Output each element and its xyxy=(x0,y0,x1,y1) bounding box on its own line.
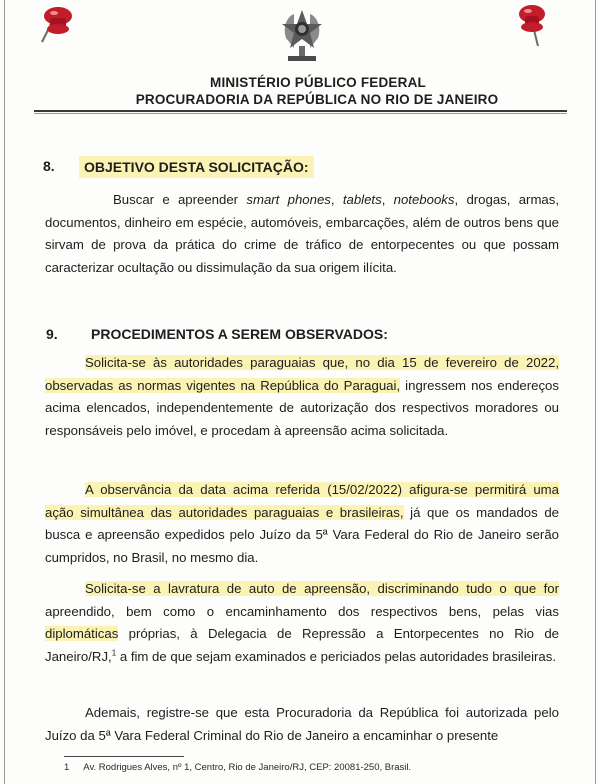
header-institution: MINISTÉRIO PÚBLICO FEDERAL xyxy=(210,75,426,90)
section-9-paragraph-2 xyxy=(45,479,559,569)
section-8-title: OBJETIVO DESTA SOLICITAÇÃO: xyxy=(79,156,314,178)
text-run-italic: notebooks xyxy=(393,192,455,207)
highlighted-text: Solicita-se às autoridades paraguaias que, no dia 15 de fevereiro de 2022, observadas as normas vigentes na República do Paraguai, xyxy=(45,355,559,393)
text-run: , drogas, armas, documentos, dinheiro em espécie, automóveis, embarcações, além de outros bens que sirvam de prova da prática do crime de tráfico de entorpecentes ou que possam caracterizar ocultação ou dissimulação da sua origem ilícita. xyxy=(45,192,560,275)
text-run: , xyxy=(330,192,343,207)
header-divider-shadow xyxy=(34,113,567,114)
section-9-number: 9. xyxy=(46,326,58,342)
section-9-paragraph-4 xyxy=(45,702,559,747)
section-9-title: PROCEDIMENTOS A SEREM OBSERVADOS: xyxy=(91,326,388,342)
section-9-paragraph-1 xyxy=(45,352,559,442)
footnote-divider xyxy=(64,756,184,757)
text-run: apreendido, bem como o encaminhamento dos respectivos bens, pelas vias xyxy=(45,603,559,619)
page-edge-left xyxy=(4,0,5,784)
push-pin-left-icon xyxy=(30,2,82,50)
footnote-number: 1 xyxy=(64,762,70,773)
section-8-paragraph xyxy=(45,189,559,279)
text-run-italic: tablets xyxy=(342,192,382,207)
header-divider xyxy=(34,110,567,112)
highlighted-text: A observância da data acima referida (15/02/2022) afigura-se permitirá uma ação simultânea das autoridades paraguaias e brasileiras, xyxy=(45,482,559,520)
push-pin-right-icon xyxy=(508,2,560,50)
text-run: próprias, à Delegacia de Repressão a Entorpecentes no Rio de Janeiro/RJ, xyxy=(45,626,559,664)
header-office: PROCURADORIA DA REPÚBLICA NO RIO DE JANEIRO xyxy=(135,92,499,107)
text-run: a fim de que sejam examinados e periciados pelas autoridades brasileiras. xyxy=(116,648,556,664)
text-run: , xyxy=(381,192,394,207)
section-8-number: 8. xyxy=(43,158,55,174)
highlighted-text: Solicita-se a lavratura de auto de apreensão, discriminando tudo o que for xyxy=(85,581,559,596)
footnote xyxy=(64,762,411,773)
coat-of-arms-icon xyxy=(280,8,324,66)
text-run: Buscar e apreender xyxy=(113,192,247,207)
text-run-italic: smart phones xyxy=(246,192,331,207)
section-9-paragraph-3 xyxy=(45,578,559,668)
text-run: Ademais, registre-se que esta Procuradoria da República foi autorizada pelo Juízo da 5ª Vara Federal Criminal do Rio de Janeiro a encaminhar o presente xyxy=(45,705,559,743)
footnote-reference: 1 xyxy=(111,648,117,658)
text-run: ingressem nos endereços acima elencados, independentemente de autorização dos respectivos moradores ou responsáveis pelo imóvel, e procedam à apreensão acima solicitada. xyxy=(45,377,559,438)
text-run: já que os mandados de busca e apreensão expedidos pelo Juízo da 5ª Vara Federal do Rio de Janeiro serão cumpridos, no Brasil, no mesmo dia. xyxy=(45,504,559,565)
page-edge-right xyxy=(595,0,596,784)
footnote-text: Av. Rodrigues Alves, nº 1, Centro, Rio de Janeiro/RJ, CEP: 20081-250, Brasil. xyxy=(83,762,412,773)
highlighted-text: diplomáticas xyxy=(45,626,119,642)
